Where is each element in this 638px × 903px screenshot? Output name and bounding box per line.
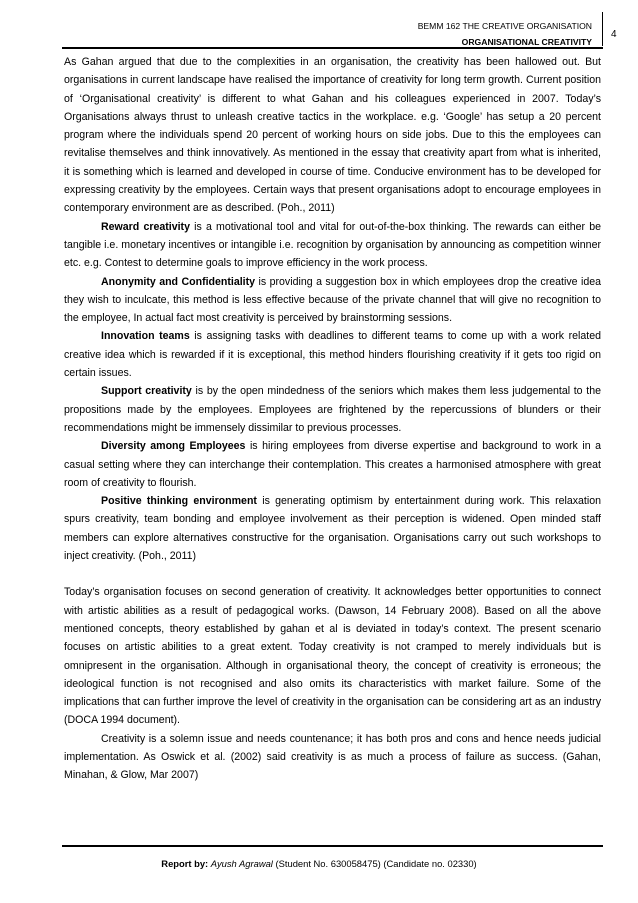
desc-support-creativity: is by the open mindedness of the seniors which makes them less judgemental to the propositions made by the employees. Employees are frightened by the repercussions of blunders or their recommendations might be immensely dissimilar to previous processes. [64, 385, 601, 434]
footer-details: (Student No. 630058475) (Candidate no. 02330) [272, 858, 477, 869]
body-text [64, 53, 601, 785]
term-support-creativity: Support creativity [101, 385, 192, 398]
header-divider [602, 12, 603, 46]
footer-author: Ayush Agrawal [210, 858, 273, 869]
header-section-title: ORGANISATIONAL CREATIVITY [461, 37, 592, 47]
header-course-title: BEMM 162 THE CREATIVE ORGANISATION [417, 21, 592, 31]
term-innovation-teams: Innovation teams [101, 330, 190, 343]
term-reward-creativity: Reward creativity [101, 220, 190, 233]
list-item-diversity [64, 437, 601, 492]
desc-positive-thinking: is generating optimism by entertainment during work. This relaxation spurs creativity, team bonding and employee involvement as their perception is widened. Open minded staff members can explore alternatives constructive for the organisation. Organisations carry out such workshops to inject creativity. (Poh., 2011) [64, 495, 601, 563]
header-rule [62, 47, 603, 49]
list-item-anonymity [64, 273, 601, 328]
term-anonymity: Anonymity and Confidentiality [101, 275, 256, 288]
footer-rule [62, 845, 603, 847]
list-item-support [64, 382, 601, 437]
desc-reward-creativity: is a motivational tool and vital for out-of-the-box thinking. The rewards can either be tangible i.e. monetary incentives or intangible i.e. recognition by organisation by announcing as competition winner etc. e.g. Contest to determine goals to improve efficiency in the work process. [64, 220, 601, 270]
desc-diversity: is hiring employees from diverse expertise and background to work in a casual setting where they can interchange their contemplation. This creates a harmonised atmosphere with great room of creativity to flourish. [64, 440, 601, 489]
list-item-reward [64, 218, 601, 273]
page-number: 4 [611, 29, 617, 40]
paragraph-gap [64, 565, 601, 583]
intro-paragraph: As Gahan argued that due to the complexities in an organisation, the creativity has been hallowed out. But organisations in current landscape have realised the importance of creativity for long term growth. Current position of ‘Organisational creativity’ is different to what Gahan and his colleagues experienced in 2007. Today’s Organisations always thrust to unleash creative tactics in the workplace. e.g. ‘Google’ has setup a 20 percent program where the individuals spend 20 percent of working hours on side jobs. Due to this the employees can revitalise themselves and think innovatively. As mentioned in the essay that creativity apart from what is inherited, it is something which is learned and developed in course of time. Conducive environment has to be developed for expressing creativity by the employees. Certain ways that present organisations adopt to encourage employees in contemporary environment are as described. (Poh., 2011) [64, 56, 601, 215]
second-paragraph: Today’s organisation focuses on second generation of creativity. It acknowledges better opportunities to connect with artistic abilities as a result of pedagogical works. (Dawson, 14 February 2008). Based on all the above mentioned concepts, theory established by gahan et al is deviated in today’s context. The present scenario focuses on artistic abilities to a great extent. Today creativity is not cramped to merely individuals but is omnipresent in the organisation. Although in organisational theory, the concept of creativity is erroneous; the ideological function is not recognised and also omits its characteristics with market failure. Some of the implications that can further improve the level of creativity in the organisation can be considering art as an industry (DOCA 1994 document). [64, 586, 601, 727]
list-item-positive-thinking [64, 492, 601, 565]
term-positive-thinking: Positive thinking environment [101, 495, 257, 508]
term-diversity: Diversity among Employees [101, 440, 246, 453]
desc-anonymity: is providing a suggestion box in which employees drop the creative idea they wish to inculcate, this method is less effective because of the private channel that will give no recognition to the employee, In actual fact most creativity is perceived by brainstorming sessions. [64, 275, 601, 325]
page-footer [0, 858, 638, 869]
footer-label: Report by: [161, 858, 209, 869]
page-header [292, 18, 598, 50]
conclusion-paragraph: Creativity is a solemn issue and needs countenance; it has both pros and cons and hence needs judicial implementation. As Oswick et al. (2002) said creativity is as much a process of failure as success. (Gahan, Minahan, & Glow, Mar 2007) [64, 732, 601, 782]
desc-innovation-teams: is assigning tasks with deadlines to different teams to come up with a work related creative idea which is rewarded if it is exceptional, this method hinders flourishing creativity if it gets too rigid on certain issues. [64, 330, 602, 380]
list-item-innovation-teams [64, 327, 601, 382]
